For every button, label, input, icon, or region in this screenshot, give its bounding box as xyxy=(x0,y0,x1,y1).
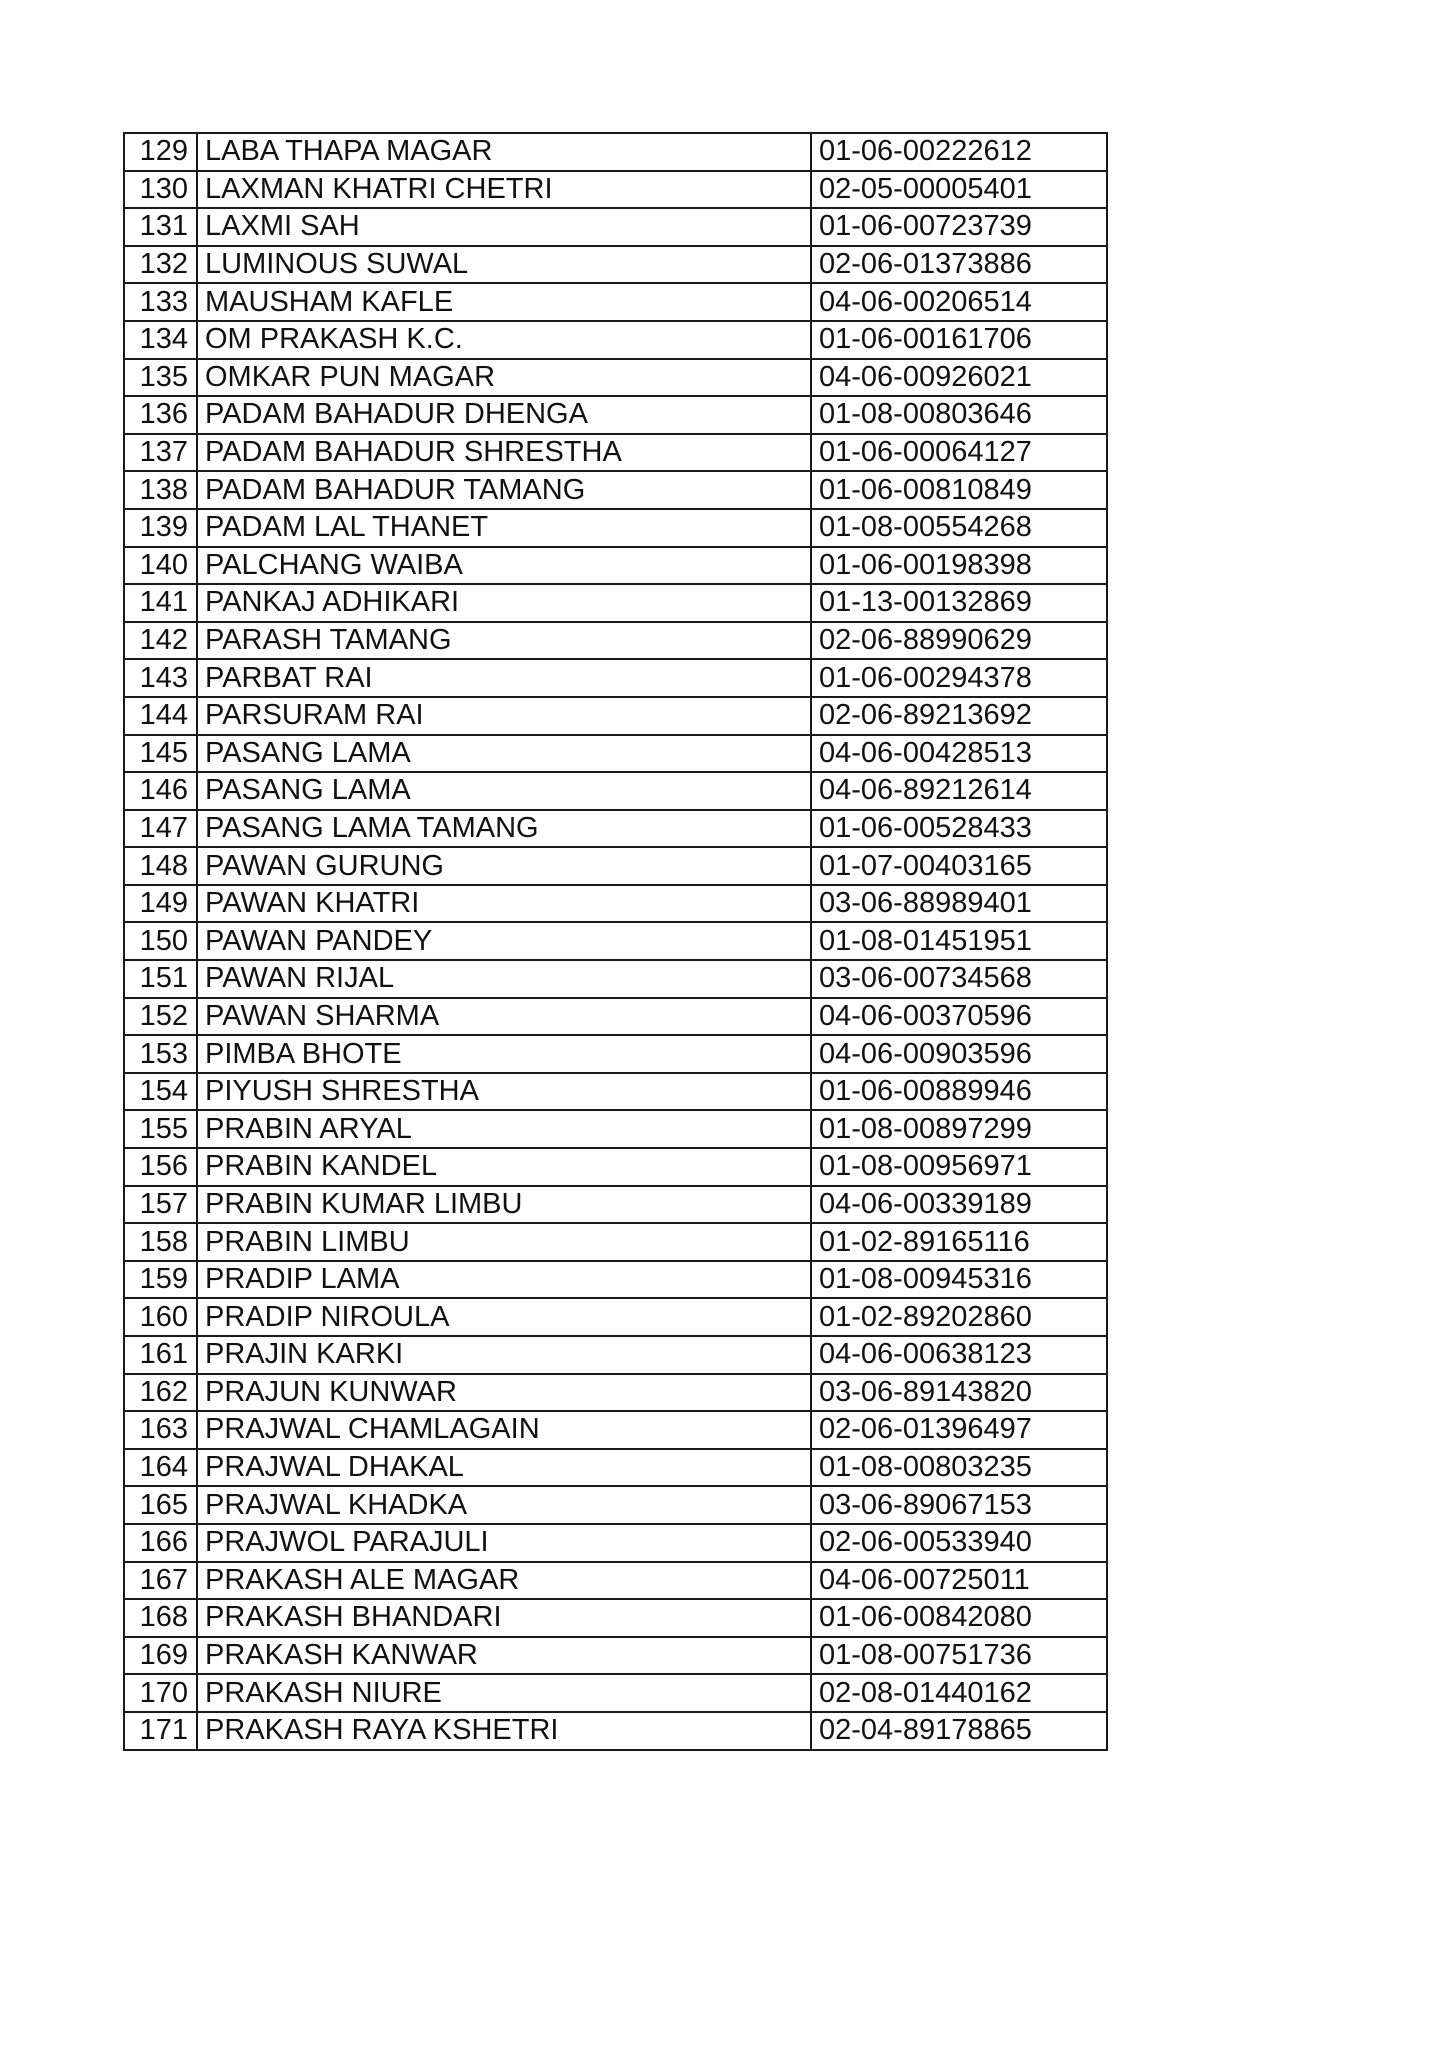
account-number-cell: 01-07-00403165 xyxy=(811,847,1107,885)
table-row xyxy=(124,622,1107,660)
name-cell: OM PRAKASH K.C. xyxy=(197,321,811,359)
account-number-cell: 01-06-00198398 xyxy=(811,547,1107,585)
table-row xyxy=(124,584,1107,622)
name-cell: PARBAT RAI xyxy=(197,659,811,697)
account-number-cell: 01-13-00132869 xyxy=(811,584,1107,622)
account-number-cell: 02-04-89178865 xyxy=(811,1712,1107,1750)
serial-number-cell: 153 xyxy=(124,1035,197,1073)
serial-number-cell: 156 xyxy=(124,1148,197,1186)
table-row xyxy=(124,471,1107,509)
serial-number-cell: 149 xyxy=(124,885,197,923)
table-row xyxy=(124,1712,1107,1750)
account-number-cell: 04-06-00926021 xyxy=(811,359,1107,397)
table-row xyxy=(124,960,1107,998)
name-cell: PASANG LAMA xyxy=(197,735,811,773)
serial-number-cell: 151 xyxy=(124,960,197,998)
account-number-cell: 02-05-00005401 xyxy=(811,171,1107,209)
table-row xyxy=(124,133,1107,171)
table-row xyxy=(124,1110,1107,1148)
serial-number-cell: 164 xyxy=(124,1449,197,1487)
serial-number-cell: 129 xyxy=(124,133,197,171)
account-number-cell: 01-08-00945316 xyxy=(811,1261,1107,1299)
account-number-cell: 01-06-00294378 xyxy=(811,659,1107,697)
serial-number-cell: 167 xyxy=(124,1562,197,1600)
serial-number-cell: 165 xyxy=(124,1486,197,1524)
table-row xyxy=(124,1599,1107,1637)
name-cell: LAXMAN KHATRI CHETRI xyxy=(197,171,811,209)
name-cell: PADAM BAHADUR SHRESTHA xyxy=(197,434,811,472)
table-row xyxy=(124,847,1107,885)
serial-number-cell: 166 xyxy=(124,1524,197,1562)
account-number-cell: 04-06-00370596 xyxy=(811,998,1107,1036)
table-row xyxy=(124,885,1107,923)
name-cell: PASANG LAMA xyxy=(197,772,811,810)
name-cell: PRAKASH RAYA KSHETRI xyxy=(197,1712,811,1750)
account-number-cell: 01-06-00889946 xyxy=(811,1073,1107,1111)
serial-number-cell: 161 xyxy=(124,1336,197,1374)
table-row xyxy=(124,1035,1107,1073)
name-cell: MAUSHAM KAFLE xyxy=(197,283,811,321)
name-cell: PRAJWAL CHAMLAGAIN xyxy=(197,1411,811,1449)
serial-number-cell: 148 xyxy=(124,847,197,885)
serial-number-cell: 157 xyxy=(124,1186,197,1224)
name-cell: PANKAJ ADHIKARI xyxy=(197,584,811,622)
serial-number-cell: 171 xyxy=(124,1712,197,1750)
table-row xyxy=(124,283,1107,321)
table-row xyxy=(124,1674,1107,1712)
account-number-cell: 04-06-00339189 xyxy=(811,1186,1107,1224)
name-cell: PRAJWAL DHAKAL xyxy=(197,1449,811,1487)
serial-number-cell: 160 xyxy=(124,1298,197,1336)
name-cell: PAWAN SHARMA xyxy=(197,998,811,1036)
serial-number-cell: 150 xyxy=(124,922,197,960)
name-cell: PRAKASH BHANDARI xyxy=(197,1599,811,1637)
serial-number-cell: 142 xyxy=(124,622,197,660)
name-cell: LAXMI SAH xyxy=(197,208,811,246)
serial-number-cell: 132 xyxy=(124,246,197,284)
serial-number-cell: 143 xyxy=(124,659,197,697)
table-row xyxy=(124,998,1107,1036)
name-cell: PRAKASH ALE MAGAR xyxy=(197,1562,811,1600)
serial-number-cell: 170 xyxy=(124,1674,197,1712)
serial-number-cell: 169 xyxy=(124,1637,197,1675)
table-row xyxy=(124,1411,1107,1449)
table-row xyxy=(124,396,1107,434)
account-list-table xyxy=(123,132,1108,1751)
serial-number-cell: 163 xyxy=(124,1411,197,1449)
name-cell: PRABIN KANDEL xyxy=(197,1148,811,1186)
account-number-cell: 03-06-88989401 xyxy=(811,885,1107,923)
name-cell: PRABIN KUMAR LIMBU xyxy=(197,1186,811,1224)
account-number-cell: 01-08-00751736 xyxy=(811,1637,1107,1675)
account-number-cell: 03-06-00734568 xyxy=(811,960,1107,998)
name-cell: LUMINOUS SUWAL xyxy=(197,246,811,284)
account-number-cell: 04-06-00206514 xyxy=(811,283,1107,321)
name-cell: PRADIP LAMA xyxy=(197,1261,811,1299)
table-row xyxy=(124,509,1107,547)
name-cell: LABA THAPA MAGAR xyxy=(197,133,811,171)
account-number-cell: 04-06-00428513 xyxy=(811,735,1107,773)
table-row xyxy=(124,434,1107,472)
name-cell: PALCHANG WAIBA xyxy=(197,547,811,585)
table-row xyxy=(124,772,1107,810)
table-row xyxy=(124,171,1107,209)
account-number-cell: 02-06-01373886 xyxy=(811,246,1107,284)
account-number-cell: 01-08-00554268 xyxy=(811,509,1107,547)
account-number-cell: 03-06-89067153 xyxy=(811,1486,1107,1524)
account-number-cell: 02-06-01396497 xyxy=(811,1411,1107,1449)
account-number-cell: 01-06-00161706 xyxy=(811,321,1107,359)
account-number-cell: 01-08-00803235 xyxy=(811,1449,1107,1487)
name-cell: PARSURAM RAI xyxy=(197,697,811,735)
table-row xyxy=(124,1562,1107,1600)
name-cell: PAWAN KHATRI xyxy=(197,885,811,923)
serial-number-cell: 144 xyxy=(124,697,197,735)
account-number-cell: 01-06-00810849 xyxy=(811,471,1107,509)
account-number-cell: 02-06-88990629 xyxy=(811,622,1107,660)
serial-number-cell: 138 xyxy=(124,471,197,509)
name-cell: PRAJWOL PARAJULI xyxy=(197,1524,811,1562)
table-row xyxy=(124,1449,1107,1487)
table-row xyxy=(124,659,1107,697)
account-number-cell: 01-06-00064127 xyxy=(811,434,1107,472)
name-cell: PRABIN ARYAL xyxy=(197,1110,811,1148)
name-cell: PARASH TAMANG xyxy=(197,622,811,660)
table-row xyxy=(124,735,1107,773)
serial-number-cell: 159 xyxy=(124,1261,197,1299)
serial-number-cell: 131 xyxy=(124,208,197,246)
account-number-cell: 01-08-01451951 xyxy=(811,922,1107,960)
name-cell: PRAJUN KUNWAR xyxy=(197,1374,811,1412)
table-row xyxy=(124,697,1107,735)
table-row xyxy=(124,359,1107,397)
name-cell: PRAJWAL KHADKA xyxy=(197,1486,811,1524)
account-number-cell: 01-02-89165116 xyxy=(811,1223,1107,1261)
table-row xyxy=(124,1148,1107,1186)
serial-number-cell: 140 xyxy=(124,547,197,585)
serial-number-cell: 168 xyxy=(124,1599,197,1637)
serial-number-cell: 134 xyxy=(124,321,197,359)
table-row xyxy=(124,246,1107,284)
serial-number-cell: 145 xyxy=(124,735,197,773)
name-cell: PRABIN LIMBU xyxy=(197,1223,811,1261)
table-row xyxy=(124,1261,1107,1299)
table-row xyxy=(124,810,1107,848)
name-cell: PRAKASH KANWAR xyxy=(197,1637,811,1675)
serial-number-cell: 133 xyxy=(124,283,197,321)
name-cell: PAWAN PANDEY xyxy=(197,922,811,960)
serial-number-cell: 137 xyxy=(124,434,197,472)
table-row xyxy=(124,547,1107,585)
serial-number-cell: 147 xyxy=(124,810,197,848)
account-number-cell: 01-06-00723739 xyxy=(811,208,1107,246)
name-cell: PRADIP NIROULA xyxy=(197,1298,811,1336)
table-row xyxy=(124,1298,1107,1336)
serial-number-cell: 141 xyxy=(124,584,197,622)
account-number-cell: 01-08-00803646 xyxy=(811,396,1107,434)
account-number-cell: 02-06-89213692 xyxy=(811,697,1107,735)
account-number-cell: 02-08-01440162 xyxy=(811,1674,1107,1712)
table-row xyxy=(124,1524,1107,1562)
name-cell: PIYUSH SHRESTHA xyxy=(197,1073,811,1111)
name-cell: PASANG LAMA TAMANG xyxy=(197,810,811,848)
account-number-cell: 01-06-00528433 xyxy=(811,810,1107,848)
name-cell: PRAKASH NIURE xyxy=(197,1674,811,1712)
table-row xyxy=(124,1336,1107,1374)
table-row xyxy=(124,1374,1107,1412)
serial-number-cell: 158 xyxy=(124,1223,197,1261)
table-row xyxy=(124,1186,1107,1224)
name-cell: PADAM BAHADUR DHENGA xyxy=(197,396,811,434)
account-number-cell: 04-06-00725011 xyxy=(811,1562,1107,1600)
account-number-cell: 01-02-89202860 xyxy=(811,1298,1107,1336)
table-row xyxy=(124,208,1107,246)
table-row xyxy=(124,1637,1107,1675)
account-number-cell: 04-06-00903596 xyxy=(811,1035,1107,1073)
table-row xyxy=(124,922,1107,960)
serial-number-cell: 139 xyxy=(124,509,197,547)
serial-number-cell: 155 xyxy=(124,1110,197,1148)
account-number-cell: 01-06-00842080 xyxy=(811,1599,1107,1637)
account-number-cell: 04-06-00638123 xyxy=(811,1336,1107,1374)
serial-number-cell: 146 xyxy=(124,772,197,810)
account-number-cell: 04-06-89212614 xyxy=(811,772,1107,810)
account-number-cell: 01-08-00956971 xyxy=(811,1148,1107,1186)
serial-number-cell: 154 xyxy=(124,1073,197,1111)
serial-number-cell: 135 xyxy=(124,359,197,397)
account-number-cell: 03-06-89143820 xyxy=(811,1374,1107,1412)
table-body xyxy=(124,133,1107,1750)
table-row xyxy=(124,1073,1107,1111)
name-cell: PADAM LAL THANET xyxy=(197,509,811,547)
name-cell: PIMBA BHOTE xyxy=(197,1035,811,1073)
account-number-cell: 01-08-00897299 xyxy=(811,1110,1107,1148)
serial-number-cell: 152 xyxy=(124,998,197,1036)
table-row xyxy=(124,321,1107,359)
name-cell: PAWAN GURUNG xyxy=(197,847,811,885)
name-cell: PRAJIN KARKI xyxy=(197,1336,811,1374)
table-row xyxy=(124,1223,1107,1261)
table-row xyxy=(124,1486,1107,1524)
account-number-cell: 02-06-00533940 xyxy=(811,1524,1107,1562)
name-cell: OMKAR PUN MAGAR xyxy=(197,359,811,397)
serial-number-cell: 136 xyxy=(124,396,197,434)
serial-number-cell: 130 xyxy=(124,171,197,209)
name-cell: PAWAN RIJAL xyxy=(197,960,811,998)
account-number-cell: 01-06-00222612 xyxy=(811,133,1107,171)
serial-number-cell: 162 xyxy=(124,1374,197,1412)
name-cell: PADAM BAHADUR TAMANG xyxy=(197,471,811,509)
